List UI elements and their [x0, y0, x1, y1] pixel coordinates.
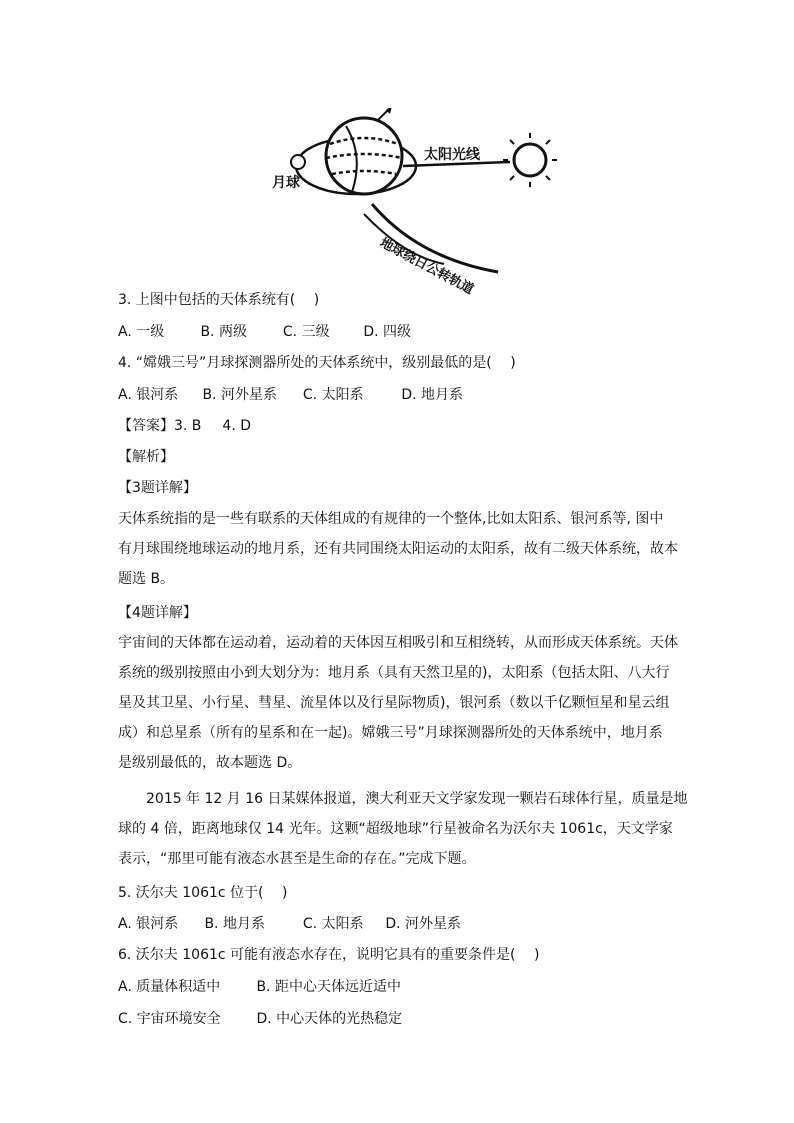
sunlight-label: 太阳光线 — [424, 147, 480, 163]
q4-detail-line: 系统的级别按照由小到大划分为：地月系（具有天然卫星的)，太阳系（包括太阳、八大行 — [118, 665, 670, 681]
passage — [118, 784, 688, 874]
q5-option-b: B. 地月系 — [204, 916, 265, 932]
q3-detail-line: 题选 B。 — [118, 571, 175, 587]
q5-options — [118, 914, 461, 934]
q4-detail-line: 宇宙间的天体都在运动着，运动着的天体因互相吸引和互相绕转，从而形成天体系统。天体 — [118, 635, 678, 651]
q6-options-row2 — [118, 1009, 402, 1029]
q3-detail — [118, 504, 678, 594]
q3-option-d: D. 四级 — [363, 324, 412, 340]
q6-question: 6. 沃尔夫 1061c 可能有液态水存在，说明它具有的重要条件是( ) — [118, 947, 540, 963]
moon-label: 月球 — [272, 175, 300, 191]
q5-option-a: A. 银河系 — [118, 916, 179, 932]
sun-icon — [503, 133, 557, 187]
q4-option-a: A. 银河系 — [118, 387, 179, 403]
q3-option-a: A. 一级 — [118, 324, 165, 340]
analysis-heading: 【解析】 — [118, 449, 174, 465]
q4-options — [118, 385, 463, 405]
orbit-label: 地球绕日公转轨道 — [377, 235, 476, 298]
q3-detail-line: 有月球围绕地球运动的地月系，还有共同围绕太阳运动的太阳系，故有二级天体系统，故本 — [118, 541, 678, 557]
q4-option-d: D. 地月系 — [401, 387, 464, 403]
q5-option-d: D. 河外星系 — [385, 916, 462, 932]
passage-line: 球的 4 倍，距离地球仅 14 光年。这颗“超级地球”行星被命名为沃尔夫 1061c，天文学家 — [118, 821, 673, 837]
q6-option-d: D. 中心天体的光热稳定 — [256, 1011, 403, 1027]
q5-option-c: C. 太阳系 — [302, 916, 364, 932]
q4-detail — [118, 628, 678, 778]
q4-detail-heading: 【4题详解】 — [118, 605, 197, 621]
q4-option-c: C. 太阳系 — [302, 387, 364, 403]
q3-question: 3. 上图中包括的天体系统有( ) — [118, 292, 320, 308]
answer-line: 【答案】3. B 4. D — [118, 418, 251, 434]
moon-icon — [291, 155, 305, 169]
earth-moon-sun-diagram — [268, 108, 568, 298]
q5-question: 5. 沃尔夫 1061c 位于( ) — [118, 885, 288, 901]
q4-question: 4. “嫦娥三号”月球探测器所处的天体系统中，级别最低的是( ) — [118, 355, 516, 371]
q3-detail-heading: 【3题详解】 — [118, 480, 197, 496]
q4-detail-line: 星及其卫星、小行星、彗星、流星体以及行星际物质)，银河系（数以千亿颗恒星和星云组 — [118, 695, 670, 711]
q4-option-b: B. 河外星系 — [202, 387, 277, 403]
q4-detail-line: 成）和总星系（所有的星系和在一起)。嫦娥三号”月球探测器所处的天体系统中，地月系 — [118, 725, 663, 741]
q3-options — [118, 322, 411, 342]
passage-line: 2015 年 12 月 16 日某媒体报道，澳大利亚天文学家发现一颗岩石球体行星，质量是地 — [146, 791, 688, 807]
q3-option-c: C. 三级 — [282, 324, 330, 340]
passage-line: 表示，“那里可能有液态水甚至是生命的存在。”完成下题。 — [118, 851, 476, 867]
q3-detail-line: 天体系统指的是一些有联系的天体组成的有规律的一个整体,比如太阳系、银河系等, 图中 — [118, 511, 664, 527]
q6-options-row1 — [118, 977, 401, 997]
q4-detail-line: 是级别最低的，故本题选 D。 — [118, 755, 302, 771]
q3-option-b: B. 两级 — [200, 324, 247, 340]
q6-option-a: A. 质量体积适中 — [118, 979, 221, 995]
q6-option-b: B. 距中心天体远近适中 — [256, 979, 401, 995]
q6-option-c: C. 宇宙环境安全 — [118, 1011, 221, 1027]
